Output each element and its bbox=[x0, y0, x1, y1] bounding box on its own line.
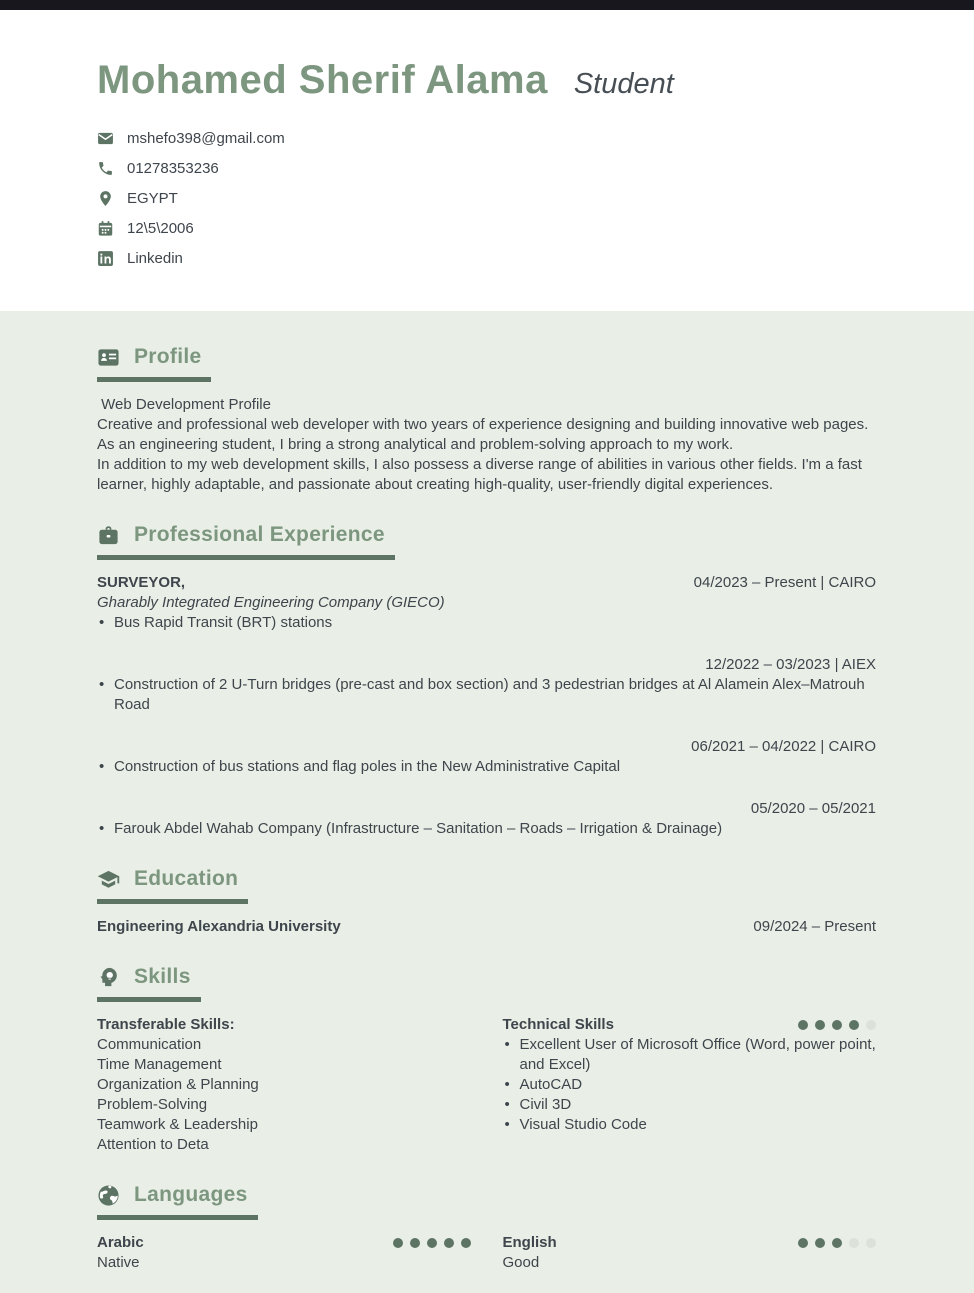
education-date: 09/2024 – Present bbox=[753, 918, 876, 935]
skills-section bbox=[97, 965, 876, 1155]
location-value: EGYPT bbox=[127, 189, 178, 207]
header-section bbox=[0, 10, 974, 311]
graduation-cap-icon bbox=[97, 868, 120, 891]
job-bullet: • Bus Rapid Transit (BRT) stations bbox=[97, 613, 876, 633]
skills-section-header bbox=[97, 965, 201, 1002]
top-window-bar bbox=[0, 0, 974, 10]
skill-item: Time Management bbox=[97, 1056, 222, 1073]
experience-entries bbox=[97, 573, 876, 839]
job-company: Gharably Integrated Engineering Company (GIECO) bbox=[97, 594, 445, 611]
language-item bbox=[503, 1233, 877, 1273]
linkedin-link[interactable]: Linkedin bbox=[127, 249, 183, 267]
experience-title: Professional Experience bbox=[134, 523, 385, 546]
calendar-icon bbox=[97, 220, 114, 237]
language-name: English bbox=[502, 1234, 557, 1251]
languages-section-header bbox=[97, 1183, 258, 1220]
experience-entry bbox=[97, 737, 876, 777]
candidate-name: Mohamed Sherif Alama bbox=[97, 58, 548, 102]
experience-section bbox=[97, 523, 876, 839]
birthdate-value: 12\5\2006 bbox=[127, 219, 194, 237]
language-rating bbox=[393, 1238, 471, 1248]
technical-skills-column bbox=[503, 1015, 877, 1155]
resume-body bbox=[0, 311, 974, 1293]
skill-item: Organization & Planning bbox=[97, 1076, 259, 1093]
briefcase-icon bbox=[97, 524, 120, 547]
profile-line: Web Development Profile bbox=[97, 396, 271, 413]
skill-item: • Civil 3D bbox=[503, 1095, 877, 1115]
profile-section-header bbox=[97, 345, 211, 382]
location-pin-icon bbox=[97, 190, 114, 207]
job-date: 05/2020 – 05/2021 bbox=[750, 800, 876, 817]
language-item bbox=[97, 1233, 471, 1273]
skill-item: • AutoCAD bbox=[503, 1075, 877, 1095]
experience-entry bbox=[97, 799, 876, 839]
skill-item: Problem-Solving bbox=[97, 1096, 208, 1113]
candidate-role: Student bbox=[573, 68, 674, 100]
education-entry bbox=[97, 917, 876, 937]
education-school: Engineering Alexandria University bbox=[97, 918, 341, 935]
skill-item: Attention to Deta bbox=[97, 1136, 209, 1153]
job-date-location: 04/2023 – Present | CAIRO bbox=[693, 574, 876, 591]
technical-skills-rating bbox=[798, 1020, 876, 1030]
skill-item: Teamwork & Leadership bbox=[97, 1116, 258, 1133]
transferable-skills-heading: Transferable Skills: bbox=[97, 1016, 235, 1033]
languages-section bbox=[97, 1183, 876, 1273]
profile-text bbox=[97, 395, 876, 495]
education-section bbox=[97, 867, 876, 937]
contact-linkedin-row[interactable] bbox=[97, 243, 876, 273]
experience-section-header bbox=[97, 523, 395, 560]
transferable-skills-column bbox=[97, 1015, 471, 1155]
profile-line: Creative and professional web developer with two years of experience designing and building innovative web pages. As an engineering student, I bring a strong analytical and problem-solving approach to my work. bbox=[97, 416, 872, 453]
experience-entry bbox=[97, 655, 876, 715]
email-icon bbox=[97, 130, 114, 147]
profile-section bbox=[97, 345, 876, 495]
language-name: Arabic bbox=[97, 1234, 144, 1251]
skill-item: • Excellent User of Microsoft Office (Word, power point, and Excel) bbox=[503, 1035, 877, 1075]
contact-location-row bbox=[97, 183, 876, 213]
job-role: SURVEYOR, bbox=[97, 574, 186, 591]
language-level: Native bbox=[97, 1254, 140, 1271]
skills-title: Skills bbox=[134, 965, 191, 988]
language-level: Good bbox=[502, 1254, 540, 1271]
phone-icon bbox=[97, 160, 114, 177]
globe-icon bbox=[97, 1184, 120, 1207]
skill-item: Communication bbox=[97, 1036, 202, 1053]
job-bullet: • Farouk Abdel Wahab Company (Infrastructure – Sanitation – Roads – Irrigation & Drainage) bbox=[97, 819, 876, 839]
job-bullet: • Construction of bus stations and flag poles in the New Administrative Capital bbox=[97, 757, 876, 777]
email-value: mshefo398@gmail.com bbox=[127, 129, 285, 147]
language-rating bbox=[798, 1238, 876, 1248]
experience-entry bbox=[97, 573, 876, 633]
profile-title: Profile bbox=[134, 345, 202, 368]
contact-birthdate-row bbox=[97, 213, 876, 243]
skills-head-icon bbox=[97, 966, 120, 989]
job-date-location: 06/2021 – 04/2022 | CAIRO bbox=[691, 738, 876, 755]
contact-email-row bbox=[97, 123, 876, 153]
languages-title: Languages bbox=[134, 1183, 248, 1206]
id-card-icon bbox=[97, 346, 120, 369]
skill-item: • Visual Studio Code bbox=[503, 1115, 877, 1135]
job-date-location: 12/2022 – 03/2023 | AIEX bbox=[705, 656, 876, 673]
education-section-header bbox=[97, 867, 248, 904]
phone-value: 01278353236 bbox=[127, 159, 219, 177]
job-bullet: • Construction of 2 U-Turn bridges (pre-cast and box section) and 3 pedestrian bridges at Al Alamein Alex–Matrouh Road bbox=[97, 675, 876, 715]
name-row bbox=[97, 58, 876, 103]
linkedin-icon bbox=[97, 250, 114, 267]
profile-line: In addition to my web development skills, I also possess a diverse range of abilities in various other fields. I'm a fast learner, highly adaptable, and passionate about creating high-quality, user-friendly digital experiences. bbox=[97, 456, 867, 493]
contact-list bbox=[97, 123, 876, 273]
technical-skills-heading: Technical Skills bbox=[502, 1016, 614, 1033]
education-title: Education bbox=[134, 867, 239, 890]
contact-phone-row bbox=[97, 153, 876, 183]
